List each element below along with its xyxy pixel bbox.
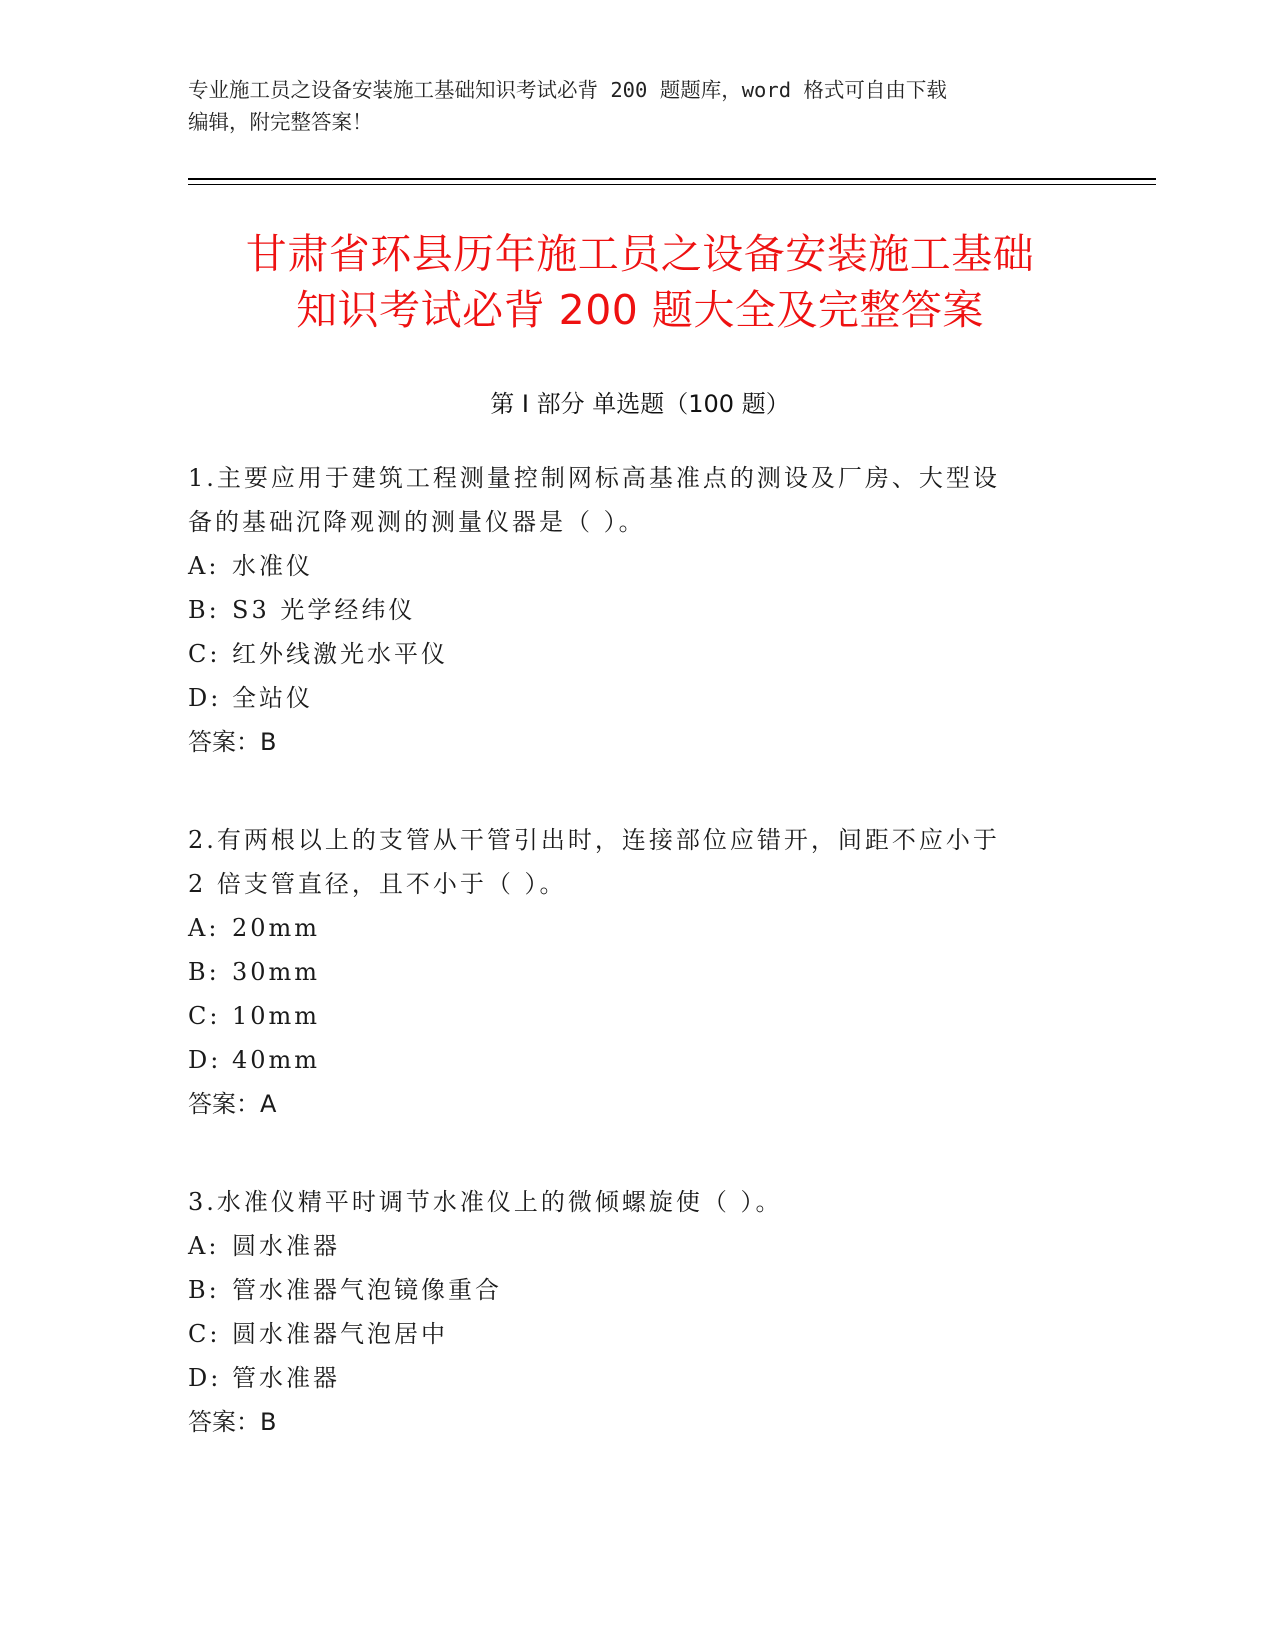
option-letter: D: [188,1046,222,1074]
header-rule-thick [188,178,1156,180]
header-note-line1: 专业施工员之设备安装施工基础知识考试必背 200 题题库，word 格式可自由下载 [188,78,947,102]
question-stem-line: 1.主要应用于建筑工程测量控制网标高基准点的测设及厂房、大型设 [188,464,1000,492]
option-text: 10mm [232,1002,321,1030]
option-text: 全站仪 [232,684,313,712]
document-title [160,226,1120,338]
question-stem-line: 2 倍支管直径，且不小于（ ）。 [188,870,567,898]
option-letter: A: [188,552,220,580]
question-stem-line: 3.水准仪精平时调节水准仪上的微倾螺旋使（ ）。 [188,1188,783,1216]
option-d [188,1356,1068,1400]
section-title: 第 I 部分 单选题（100 题） [490,390,790,418]
option-a [188,544,1068,588]
option-letter: D: [188,1364,222,1392]
header-rule-thin [188,184,1156,185]
option-a [188,906,1068,950]
option-letter: C: [188,1002,221,1030]
option-d [188,1038,1068,1082]
option-text: 圆水准器 [232,1232,340,1260]
header-note [188,74,1088,138]
option-text: 红外线激光水平仪 [232,640,448,668]
answer-line: 答案：B [188,1408,277,1436]
option-b [188,1268,1068,1312]
answer-line: 答案：B [188,728,277,756]
option-letter: A: [188,1232,220,1260]
question-1 [188,456,1068,764]
document-title-line1: 甘肃省环县历年施工员之设备安装施工基础 [245,230,1035,278]
header-note-line2: 编辑，附完整答案！ [188,110,373,134]
option-text: 管水准器气泡镜像重合 [232,1276,502,1304]
option-letter: B: [188,596,220,624]
option-c [188,1312,1068,1356]
option-c [188,632,1068,676]
option-a [188,1224,1068,1268]
option-text: 20mm [232,914,321,942]
question-stem-line: 2.有两根以上的支管从干管引出时，连接部位应错开，间距不应小于 [188,826,1000,854]
option-letter: C: [188,1320,221,1348]
question-3 [188,1180,1068,1444]
option-d [188,676,1068,720]
question-2 [188,818,1068,1126]
document-title-line2: 知识考试必背 200 题大全及完整答案 [296,286,984,334]
option-letter: A: [188,914,220,942]
option-text: 40mm [232,1046,321,1074]
option-letter: D: [188,684,222,712]
question-stem-line: 备的基础沉降观测的测量仪器是（ ）。 [188,508,646,536]
answer-line: 答案：A [188,1090,277,1118]
option-text: 管水准器 [232,1364,340,1392]
option-text: 水准仪 [232,552,313,580]
option-b [188,588,1068,632]
option-text: 30mm [232,958,321,986]
option-letter: C: [188,640,221,668]
option-letter: B: [188,958,220,986]
option-letter: B: [188,1276,220,1304]
option-text: S3 光学经纬仪 [232,596,416,624]
option-text: 圆水准器气泡居中 [232,1320,448,1348]
option-c [188,994,1068,1038]
option-b [188,950,1068,994]
